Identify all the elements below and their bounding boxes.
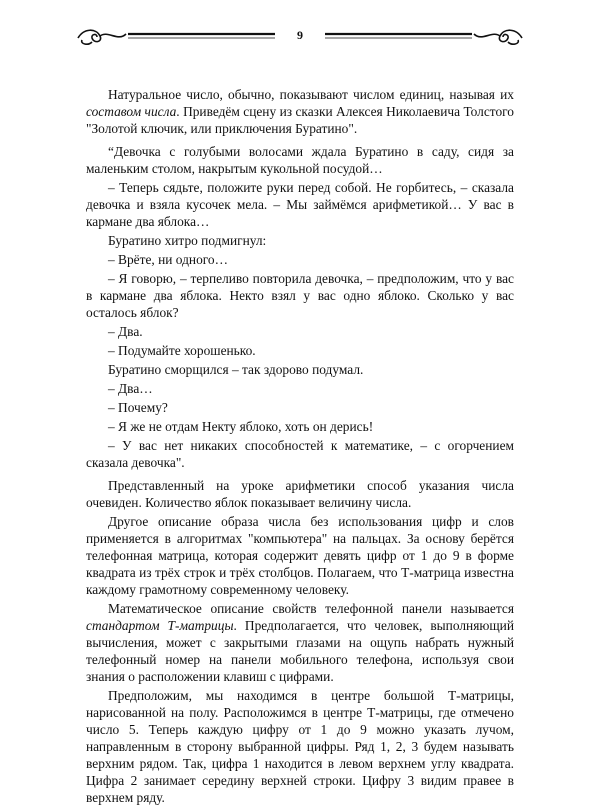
page-header [70,22,530,50]
quote-line: – Теперь сядьте, положите руки перед собой. Не горбитесь, – сказала девочка и взяла кусочек мела. – Мы займёмся арифметикой… У вас в кармане два яблока… [86,180,514,229]
quote-line: – Я же не отдам Некту яблоко, хоть он дерись! [108,419,374,434]
quote-line: Буратино хитро подмигнул: [108,233,267,248]
paragraph-text: Натуральное число, обычно, показывают числом единиц, называя их [108,87,514,102]
emphasis-term: стандартом Т-матрицы [86,618,234,633]
paragraph-text: Математическое описание свойств телефонной панели называется [108,601,514,616]
emphasis-term: составом числа [86,104,177,119]
quote-line: – Два. [108,324,143,339]
paragraph-lesson: Представленный на уроке арифметики способ указания числа очевиден. Количество яблок показывает величину числа. [86,478,514,510]
paragraph-text: . Приведём сцену из сказки Алексея Николаевича Толстого "Золотой ключик, или приключения Буратино". [86,104,514,136]
quoted-dialogue [86,143,514,471]
quote-line: – Я говорю, – терпеливо повторила девочка, – предположим, что у вас в кармане два яблока. Некто взял у вас одно яблоко. Сколько у вас осталось яблок? [86,271,514,320]
paragraph-standard [86,600,514,685]
paragraph-text: . Предполагается, что человек, выполняющий вычисления, может с закрытыми глазами на ощупь набрать нужный телефонный номер на панели мобильного телефона, используя свои знания о расположении клавиш с цифрами. [86,618,515,684]
quote-line: – Два… [108,381,153,396]
page-body [86,86,514,808]
paragraph-center: Предположим, мы находимся в центре большой Т-матрицы, нарисованной на полу. Расположимся в центре Т-матрицы, где отмечено число 5. Теперь каждую цифру от 1 до 9 можно указать лучом, направленным в сторону выбранной цифры. Ряд 1, 2, 3 будем называть верхним рядом. Так, цифра 1 находится в левом верхнем углу квадрата. Цифра 2 занимает середину верхней строки. Цифру 3 видим правее в верхнем ряду. [86,688,514,805]
quote-line: Буратино сморщился – так здорово подумал. [108,362,364,377]
page-number: 9 [297,28,303,42]
quote-line: “Девочка с голубыми волосами ждала Буратино в саду, сидя за маленьким столом, накрытым кукольной посудой… [86,144,514,176]
paragraph-intro [86,86,514,137]
quote-line: – Врёте, ни одного… [108,252,229,267]
quote-line: – Почему? [108,400,168,415]
quote-line: – Подумайте хорошенько. [108,343,256,358]
quote-line: – У вас нет никаких способностей к математике, – с огорчением сказала девочка". [86,438,514,470]
paragraph-computer: Другое описание образа числа без использования цифр и слов применяется в алгоритмах "компьютера" на пальцах. За основу берётся телефонная матрица, которая содержит девять цифр от 1 до 9 в форме квадрата из трёх строк и трёх столбцов. Полагаем, что Т-матрица известна каждому грамотному современному человеку. [86,514,514,597]
